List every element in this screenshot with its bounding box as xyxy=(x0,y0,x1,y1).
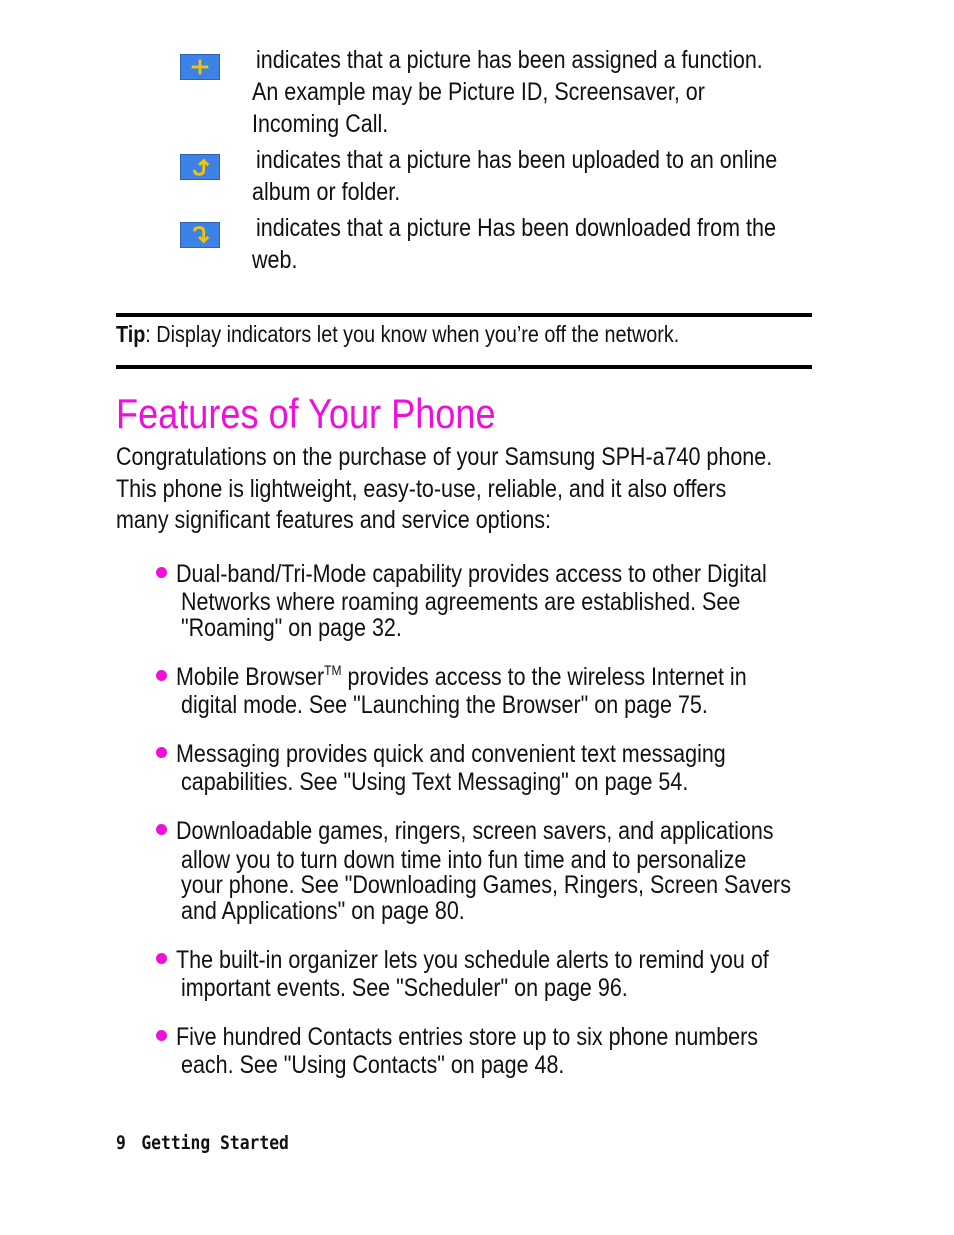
tip-label: Tip xyxy=(116,321,146,347)
bullet-dot xyxy=(156,824,167,835)
section-heading: Features of Your Phone xyxy=(116,390,496,437)
bullet-dot xyxy=(156,747,167,758)
tip-bottom-rule xyxy=(116,365,812,369)
page-number: 9 xyxy=(116,1132,126,1154)
page-footer xyxy=(116,1132,317,1154)
icon-legend-text: indicates that a picture has been assigned a function. An example may be Picture ID, Screensaver, or Incoming Call. xyxy=(252,46,763,138)
icon-legend-text: indicates that a picture has been uploaded to an online album or folder. xyxy=(252,146,778,206)
bullet-dot xyxy=(156,670,167,681)
download-arrow-icon xyxy=(180,222,220,248)
intro-paragraph: Congratulations on the purchase of your Samsung SPH-a740 phone. This phone is lightweight, easy-to-use, reliable, and it also offers many significant features and service options: xyxy=(116,443,773,534)
plus-icon xyxy=(180,54,220,80)
bullet-dot xyxy=(156,1030,167,1041)
tip-top-rule xyxy=(116,313,812,317)
icon-legend-text: indicates that a picture Has been downloaded from the web. xyxy=(252,214,776,274)
upload-arrow-icon xyxy=(180,154,220,180)
bullet-dot xyxy=(156,953,167,964)
trademark-mark: TM xyxy=(324,662,342,678)
tip-text xyxy=(116,318,771,350)
tip-body: : Display indicators let you know when you’re off the network. xyxy=(145,321,680,347)
bullet-dot xyxy=(156,567,167,578)
footer-section: Getting Started xyxy=(141,1132,289,1154)
